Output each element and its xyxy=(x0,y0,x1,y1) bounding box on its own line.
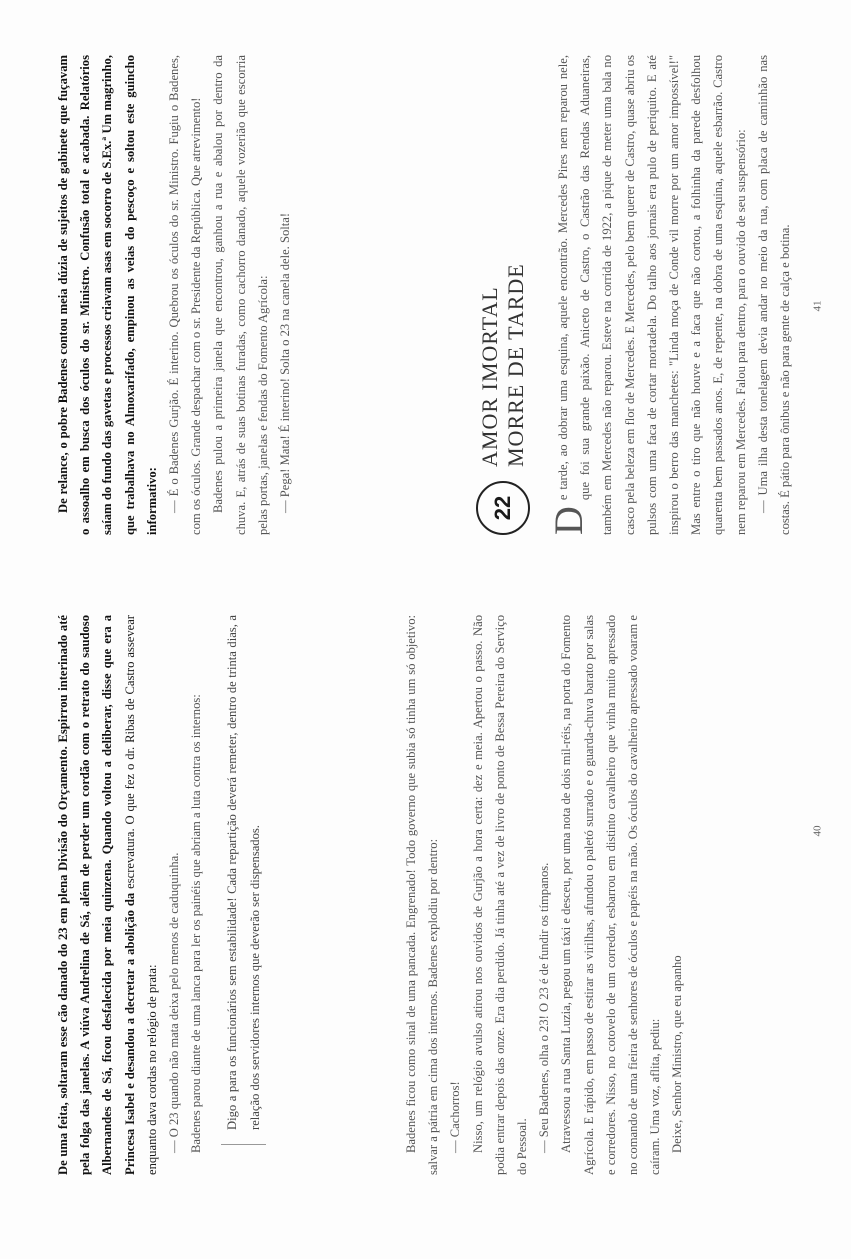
chapter-title xyxy=(477,263,529,467)
paragraph: — Uma ilha desta tonelagem devia andar no meio da rua, com placa de caminhão nas costas. É pátio para ônibus e não para gente de calça e botina. xyxy=(755,55,793,535)
chapter-heading xyxy=(476,55,530,535)
page-number-left: 40 xyxy=(811,825,824,837)
chapter-number: 22 xyxy=(476,481,530,535)
paragraph: Badenes ficou como sinal de uma pancada. Engrenado! Todo governo que subia só tinha um só objetivo: salvar a pátria em cima dos internos. Badenes explodiu por dentro: xyxy=(404,615,441,1175)
opening-rest-text: escrevatura. O que fez o dr. Ribas de Castro assevear enquanto dava cordas no relógio de prata: xyxy=(122,615,159,1175)
paragraph: Badenes parou diante de uma lanca para ler os painéis que abriam a luta contra os internos: xyxy=(189,694,204,1153)
paragraph: Nisso, um relógio avulso atirou nos ouvidos de Gurjão a hora certa: dez e meia. Apertou o passo. Não podia entrar depois das onze. Era dia perdido. Já tinha até a vez de livro de ponto de Bessa Pereira do Serviço do Pessoal. xyxy=(470,615,530,1175)
paragraph: — Pega! Mata! É interino! Solta o 23 na canela dele. Solta! xyxy=(278,212,293,513)
paragraph: De relance, o pobre Badenes contou meia dúzia de sujeitos de gabinete que fuçavam o assoalho em busca dos óculos do sr. Ministro. Confusão total e acabada. Relatórios saíam do fundo das gavetas e processos criavam asas em socorro de S.Ex.ª Um magrinho, que trabalhava no Almoxarifado, empinou as veias do pescoço e soltou este guincho informativo: xyxy=(56,55,159,535)
paragraph: — O 23 quando não mata deixa pelo menos de caduquinha. xyxy=(167,852,182,1153)
right-page-column-2 xyxy=(470,55,796,535)
blockquote: Digo a para os funcionários sem estabilidade! Cada repartição deverá remeter, dentro de trinta dias, a relação dos servidores internos que deverão ser dispensados. xyxy=(221,615,265,1145)
page-number-right: 41 xyxy=(811,300,824,312)
paragraph: — Cachorros! xyxy=(448,1081,463,1153)
paragraph: Deixe, Senhor Ministro, que eu apanho xyxy=(670,955,685,1153)
opening-bold-text: De uma feita, soltaram esse cão danado do 23 em plena Divisão do Orçamento. Espirrou interinado até pela folga das janelas. A viúva Andrelina de Sá, além de perder um cordão com o retrato do saudoso Albernandes de Sá, ficou desfalecida por meia quinzena. Quando voltou a deliberar, disse que era a Princesa Isabel e desandou a decretar a abolição da xyxy=(56,615,137,1175)
paragraph xyxy=(52,615,163,1175)
chapter-title-line-1: AMOR IMORTAL xyxy=(477,286,502,467)
paragraph-text: e tarde, ao dobrar uma esquina, aquele encontrão. Mercedes Pires nem reparou nele, que foi sua grande paixão. Aniceto de Castro, o Castrão das Rendas Aduaneiras, também em Mercedes não reparou. Esteve na corrida de 1922, a pique de meter uma bala no casco pela beleza em flor de Mercedes. E Mercedes, pelo bem querer de Castro, quase abriu os pulsos com uma faca de cortar mortadela. Do talho aos jornais era pulo de periquito. E até inspirou o berro das manchetes: "Linda moça de Conde vil morre por um amor impossível!" Mas entre o tiro que não houve e a faca que não cortou, a folhinha da parede desfolhou quarenta bem passados anos. E, de repente, na dobra de uma esquina, aquele esbarrão. Castro nem reparou em Mercedes. Falou para dentro, para o ouvido de seu suspensório: xyxy=(556,55,748,535)
chapter-title-line-2: MORRE DE TARDE xyxy=(503,263,528,467)
paragraph: Badenes pulou a primeira janela que encontrou, ganhou a rua e abalou por dentro da chuva. E, atrás de suas botinas furadas, como cachorro danado, aquele vozerião que escorria pelas portas, janelas e fendas do Fomento Agrícola: xyxy=(211,55,270,535)
paragraph: — É o Badenes Gurjão. É interino. Quebrou os óculos do sr. Ministro. Fugiu o Badenes, com os óculos. Grande despachar com o sr. Presidente da República. Que atrevimento! xyxy=(167,55,204,535)
left-page-column-1 xyxy=(52,615,284,1175)
left-page-column-2 xyxy=(400,615,689,1175)
paragraph: Atravessou a rua Santa Luzia, pegou um táxi e desceu, por uma nota de dois mil-réis, na porta do Fomento Agrícola. E rápido, em passo de estirar as virilhas, afundou o paletó surrado e o guarda-chuva barato por salas e corredores. Nisso, no cotovelo de um corredor, esbarrou em distinto cavalheiro que vinha muito apressado no comando de uma fieira de senhores de óculos e papéis na mão. Os óculos do cavalheiro apressado voaram e caíram. Uma voz, aflita, pediu: xyxy=(559,615,663,1175)
paragraph xyxy=(546,55,752,535)
right-page-column-1 xyxy=(52,55,296,535)
paragraph: — Seu Badenes, olha o 23! O 23 é de fundir os tímpanos. xyxy=(537,862,552,1153)
drop-cap: D xyxy=(546,506,591,535)
